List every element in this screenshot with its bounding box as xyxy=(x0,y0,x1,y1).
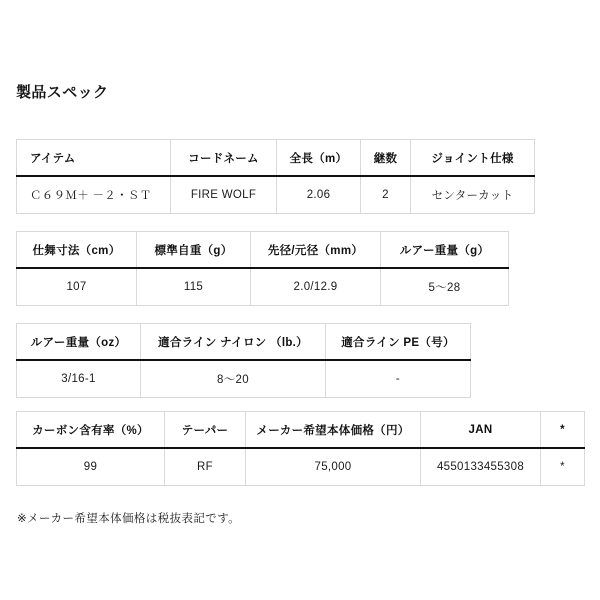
value-weight: 115 xyxy=(137,268,251,306)
table-header-row xyxy=(17,324,471,361)
header-lure-weight-oz: ルアー重量（oz） xyxy=(17,324,141,361)
value-asterisk: * xyxy=(541,448,585,486)
value-code-name: FIRE WOLF xyxy=(171,176,277,214)
header-tip-butt-diameter: 先径/元径（mm） xyxy=(251,232,381,269)
header-sections: 継数 xyxy=(361,140,411,177)
value-total-length: 2.06 xyxy=(277,176,361,214)
price-tax-footnote: ※メーカー希望本体価格は税抜表記です。 xyxy=(17,513,241,525)
value-price: 75,000 xyxy=(246,448,421,486)
value-lure-weight-g: 5〜28 xyxy=(381,268,509,306)
value-pe-line: - xyxy=(326,360,471,398)
table-row xyxy=(17,360,471,398)
value-nylon-line: 8〜20 xyxy=(141,360,326,398)
table-header-row xyxy=(17,232,509,269)
header-closed-length: 仕舞寸法（cm） xyxy=(17,232,137,269)
header-carbon-content: カーボン含有率（%） xyxy=(17,412,165,449)
header-nylon-line: 適合ライン ナイロン （lb.） xyxy=(141,324,326,361)
header-joint-spec: ジョイント仕様 xyxy=(411,140,535,177)
value-tip-butt-diameter: 2.0/12.9 xyxy=(251,268,381,306)
spec-table-line xyxy=(16,323,471,398)
table-header-row xyxy=(17,140,535,177)
page-title: 製品スペック xyxy=(16,84,109,101)
value-jan: 4550133455308 xyxy=(421,448,541,486)
header-jan: JAN xyxy=(421,412,541,449)
table-row xyxy=(17,448,585,486)
table-header-row xyxy=(17,412,585,449)
spec-table-dimensions xyxy=(16,231,509,306)
header-pe-line: 適合ライン PE（号） xyxy=(326,324,471,361)
header-code-name: コードネーム xyxy=(171,140,277,177)
header-taper: テーパー xyxy=(165,412,246,449)
header-lure-weight-g: ルアー重量（g） xyxy=(381,232,509,269)
value-taper: RF xyxy=(165,448,246,486)
value-carbon-content: 99 xyxy=(17,448,165,486)
value-closed-length: 107 xyxy=(17,268,137,306)
header-asterisk: * xyxy=(541,412,585,449)
header-item: アイテム xyxy=(17,140,171,177)
value-sections: 2 xyxy=(361,176,411,214)
table-row xyxy=(17,268,509,306)
value-joint-spec: センターカット xyxy=(411,176,535,214)
value-lure-weight-oz: 3/16-1 xyxy=(17,360,141,398)
value-item: Ｃ６９Ｍ＋ －２・ＳＴ xyxy=(17,176,171,214)
table-row xyxy=(17,176,535,214)
header-weight: 標準自重（g） xyxy=(137,232,251,269)
spec-table-basic xyxy=(16,139,535,214)
spec-table-meta xyxy=(16,411,585,486)
header-price: メーカー希望本体価格（円） xyxy=(246,412,421,449)
header-total-length: 全長（m） xyxy=(277,140,361,177)
